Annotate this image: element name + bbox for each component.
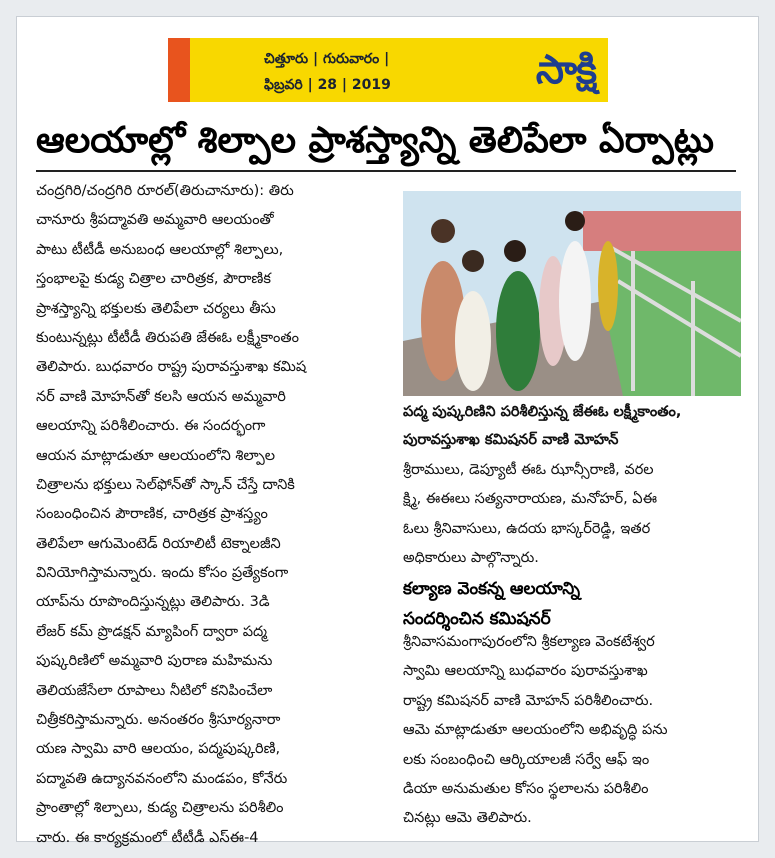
text-line: పాటు టీటీడీ అనుబంధ ఆలయాల్లో శిల్పాలు, bbox=[36, 241, 284, 258]
text-line: ఆలయాన్ని పరిశీలించారు. ఈ సందర్భంగా bbox=[36, 418, 266, 435]
photo-caption-line1: పద్మ పుష్కరిణిని పరిశీలిస్తున్న జేఈఓ లక్ష్మీకాంతం, bbox=[403, 404, 682, 420]
temple-tank-photo bbox=[403, 191, 741, 396]
text-line: చానూరు శ్రీపద్మావతి అమ్మవారి ఆలయంతో bbox=[36, 212, 274, 229]
article-subheading bbox=[403, 574, 743, 634]
text-line: తెలిపేలా ఆగుమెంటెడ్ రియాలిటీ టెక్నాలజీని bbox=[36, 535, 281, 552]
article-headline: ఆలయాల్లో శిల్పాల ప్రాశస్త్యాన్ని తెలిపేలా ఏర్పాట్లు bbox=[36, 120, 714, 161]
text-line: పద్మావతి ఉద్యానవనంలోని మండపం, కోనేరు bbox=[36, 770, 288, 787]
photo-caption-line2: పురావస్తుశాఖ కమిషనర్ వాణి మోహన్ bbox=[403, 432, 619, 448]
masthead-dateline bbox=[264, 46, 464, 98]
headline-divider bbox=[36, 170, 736, 172]
text-line: రాష్ట్ర కమిషనర్ వాణి మోహన్ పరిశీలించారు. bbox=[403, 692, 654, 709]
text-line: పుష్కరిణిలో అమ్మవారి పురాణ మహిమను bbox=[36, 653, 273, 670]
text-line: కుంటున్నట్లు టీటీడీ తిరుపతి జేఈఓ లక్ష్మీకాంతం bbox=[36, 329, 299, 346]
text-line: డియా అనుమతుల కోసం స్థలాలను పరిశీలిం bbox=[403, 780, 649, 797]
text-line: తెలిపారు. బుధవారం రాష్ట్ర పురావస్తుశాఖ కమిష bbox=[36, 359, 307, 376]
text-line: అధికారులు పాల్గొన్నారు. bbox=[403, 550, 539, 567]
text-line: చిత్రీకరిస్తామన్నారు. అనంతరం శ్రీసూర్యనారా bbox=[36, 712, 281, 729]
masthead-line2: ఫిబ్రవరి | 28 | 2019 bbox=[264, 77, 391, 93]
text-line: సంబంధించిన పౌరాణిక, చారిత్రక ప్రాశస్త్యం bbox=[36, 506, 268, 523]
text-line: ఓలు శ్రీనివాసులు, ఉదయ భాస్కర్‌రెడ్డి, ఇతర bbox=[403, 520, 651, 537]
article-photo bbox=[403, 191, 741, 396]
text-line: చారు. ఈ కార్యక్రమంలో టీటీడీ ఎస్‌ఈ-4 bbox=[36, 829, 259, 846]
text-line: యణ స్వామి వారి ఆలయం, పద్మపుష్కరిణి, bbox=[36, 741, 281, 758]
masthead-stripe bbox=[168, 38, 190, 102]
text-line: ప్రాశస్త్యాన్ని భక్తులకు తెలిపేలా చర్యలు తీసు bbox=[36, 300, 276, 317]
text-line: స్వామి ఆలయాన్ని బుధవారం పురావస్తుశాఖ bbox=[403, 663, 648, 680]
text-line: చినట్లు ఆమె తెలిపారు. bbox=[403, 810, 532, 827]
text-line: తెలియజేసేలా రూపాలు నీటిలో కనిపించేలా bbox=[36, 682, 273, 699]
text-line: లకు సంబంధించి ఆర్కియాలజీ సర్వే ఆఫ్ ఇం bbox=[403, 751, 650, 768]
text-line: శ్రీరాములు, డెప్యూటీ ఈఓ ఝాన్సీరాణి, వరల bbox=[403, 462, 654, 478]
article-right-column-upper bbox=[403, 456, 743, 574]
text-line: ప్రాంతాల్లో శిల్పాలు, కుడ్య చిత్రాలను పరిశీలిం bbox=[36, 800, 284, 817]
subheading-line1: కల్యాణ వెంకన్న ఆలయాన్ని bbox=[403, 579, 581, 599]
text-line: శ్రీనివాసమంగాపురంలోని శ్రీకల్యాణ వెంకటేశ్వర bbox=[403, 634, 655, 650]
newspaper-logo: సాక్షి bbox=[535, 47, 596, 93]
text-line: చిత్రాలను భక్తులు సెల్‌ఫోన్‌తో స్కాన్ చేస్తే దానికి bbox=[36, 476, 295, 493]
text-line: చంద్రగిరి/చంద్రగిరి రూరల్(తిరుచానూరు): తిరు bbox=[36, 183, 294, 199]
masthead bbox=[168, 38, 608, 102]
text-line: లేజర్ కమ్ ప్రొడక్షన్ మ్యాపింగ్ ద్వారా పద్మ bbox=[36, 623, 267, 640]
text-line: యాప్‌ను రూపొందిస్తున్నట్లు తెలిపారు. 3డి bbox=[36, 594, 270, 611]
text-line: ఆయన మాట్లాడుతూ ఆలయంలోని శిల్పాల bbox=[36, 447, 275, 464]
text-line: వినియోగిస్తామన్నారు. ఇందు కోసం ప్రత్యేకంగా bbox=[36, 565, 289, 582]
masthead-line1: చిత్తూరు | గురువారం | bbox=[264, 51, 390, 67]
photo-caption bbox=[403, 398, 743, 454]
article-right-column-lower bbox=[403, 628, 743, 834]
text-line: నర్ వాణి మోహన్‌తో కలసి ఆయన అమ్మవారి bbox=[36, 388, 286, 405]
text-line: క్ష్మి, ఈఈలు సత్యనారాయణ, మనోహర్, ఏఈ bbox=[403, 491, 658, 508]
text-line: స్తంభాలపై కుడ్య చిత్రాల చారిత్రక, పౌరాణిక bbox=[36, 271, 271, 288]
text-line: ఆమె మాట్లాడుతూ ఆలయంలోని అభివృద్ధి పను bbox=[403, 722, 668, 739]
subheading-line2: సందర్శించిన కమిషనర్ bbox=[403, 609, 551, 629]
article-left-column bbox=[36, 177, 391, 853]
